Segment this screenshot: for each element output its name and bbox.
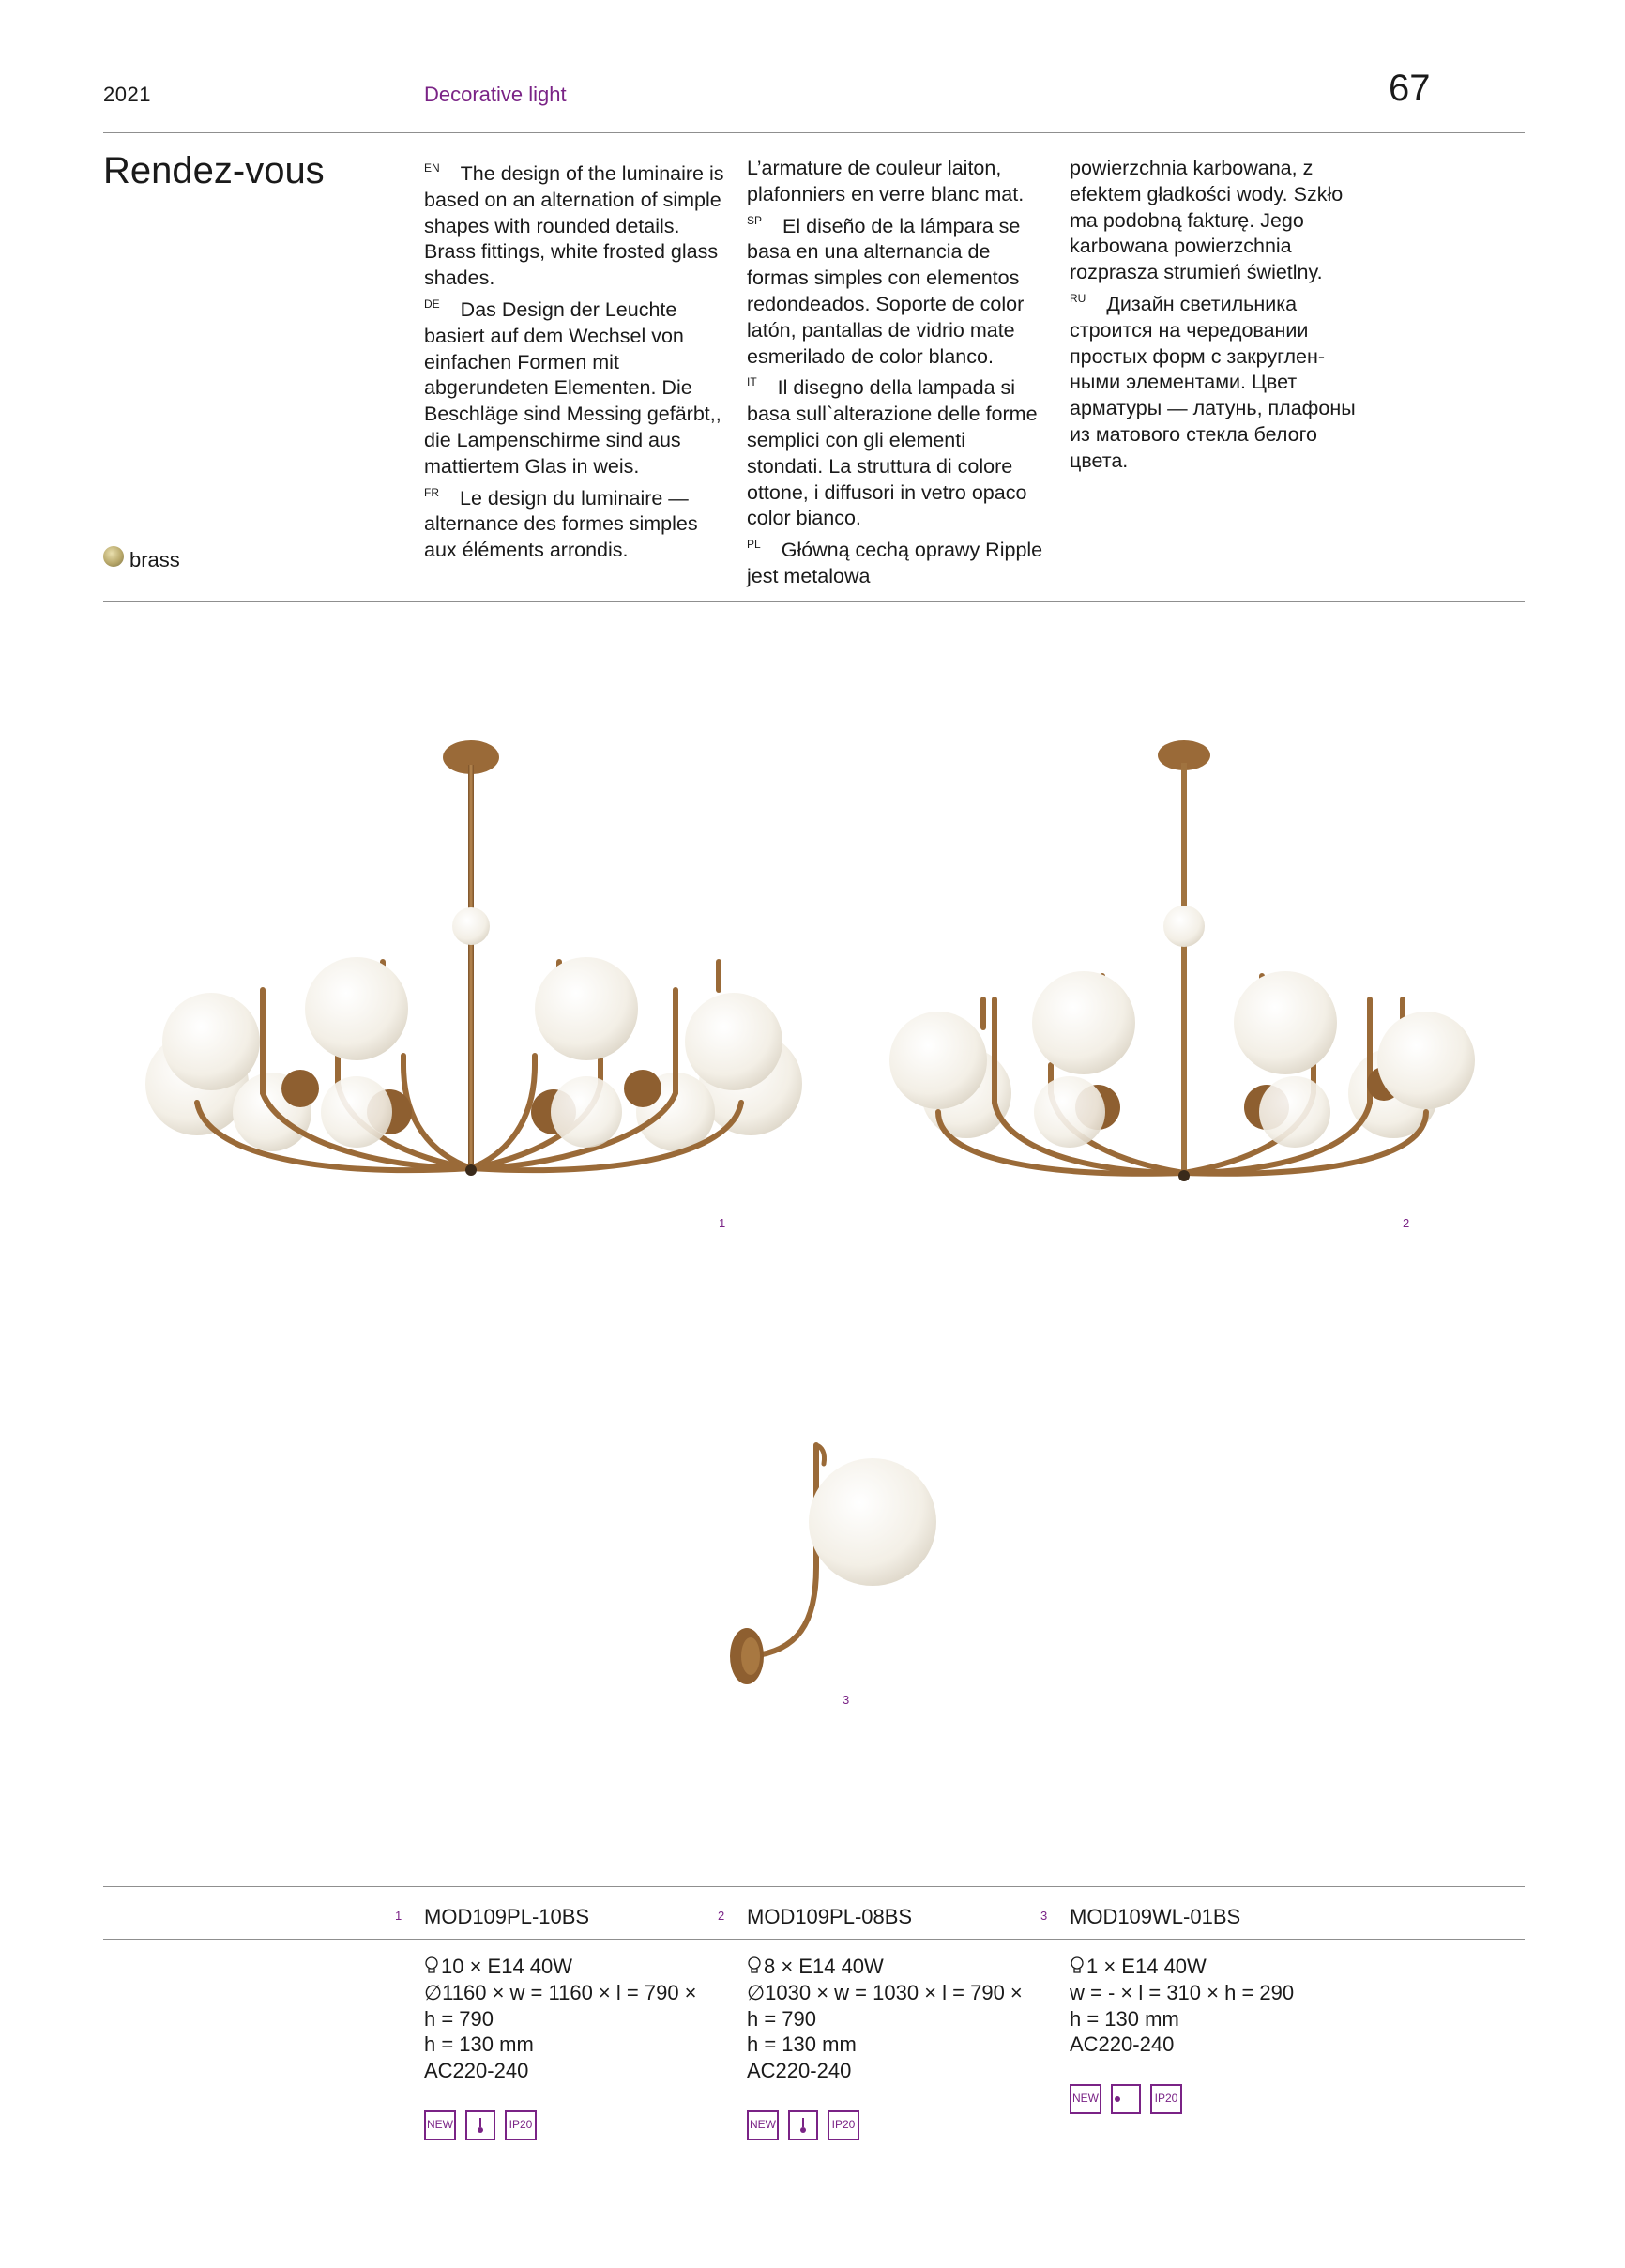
table-header-divider [103, 1939, 1525, 1940]
chandelier-10-light-image [131, 727, 816, 1187]
bulb-spec-2: 8 × E14 40W [747, 1954, 1056, 1980]
badges-1 [424, 2110, 734, 2140]
new-badge-icon: NEW [747, 2110, 779, 2140]
height-2: h = 790 [747, 2006, 817, 2031]
description-ru: $^{RU}$ Дизайн светильника строится на чередовании простых форм с закруглен-ными элементами. Цвет арматуры — латунь, плафоны из матового стекла белого цвета. [1070, 291, 1356, 472]
product-specs-1 [424, 1954, 734, 2140]
bulb-icon [1070, 1956, 1085, 1975]
product-number-2: 2 [718, 1909, 725, 1923]
description-column-2 [747, 156, 1047, 590]
bulb-spec-3: 1 × E14 40W [1070, 1954, 1379, 1980]
height-canopy-1: h = 130 mm [424, 2032, 534, 2057]
lang-label-it: IT [747, 375, 757, 389]
pendant-mount-icon [465, 2110, 495, 2140]
product-specs-3 [1070, 1954, 1379, 2114]
description-it: $^{IT}$ Il disegno della lampada si basa sull`alterazione delle forme semplici con gli elementi stondati. La struttura di colore ottone, i diffusori in vetro opaco color bianco. [747, 375, 1038, 530]
product-specs-2 [747, 1954, 1056, 2140]
figure-number-3: 3 [843, 1693, 850, 1707]
description-column-3 [1070, 156, 1370, 475]
wall-mount-icon [1111, 2084, 1141, 2114]
product-code-1: MOD109PL-10BS [424, 1905, 590, 1928]
bulb-icon [424, 1956, 439, 1975]
lang-label-fr: FR [424, 485, 439, 499]
description-fr: $^{FR}$ Le design du luminaire — alternance des formes simples aux éléments arrondis. [424, 485, 698, 562]
lang-label-ru: RU [1070, 291, 1086, 305]
ip20-badge-icon: IP20 [505, 2110, 537, 2140]
ip20-badge-icon: IP20 [828, 2110, 859, 2140]
dimensions-3: w = - × l = 310 × h = 290 [1070, 1980, 1295, 2004]
finish-label: brass [129, 548, 180, 571]
wall-lamp-image [713, 1436, 957, 1708]
table-top-divider [103, 1886, 1525, 1887]
lang-label-sp: SP [747, 213, 763, 227]
dimensions-2: ∅1030 × w = 1030 × l = 790 × [747, 1980, 1023, 2004]
description-divider [103, 601, 1525, 602]
product-name: Rendez-vous [103, 150, 325, 191]
description-en: $^{EN}$ The design of the luminaire is based on an alternation of simple shapes with rounded details. Brass fittings, white frosted glass shades. [424, 161, 724, 290]
product-number-1: 1 [395, 1909, 402, 1923]
description-sp: $^{SP}$ El diseño de la lámpara se basa en una alternancia de formas simples con elementos redondeados. Soporte de color latón, pantallas de vidrio mate esmerilado de color blanco. [747, 213, 1025, 368]
ip20-badge-icon: IP20 [1150, 2084, 1182, 2114]
height-3: h = 130 mm [1070, 2006, 1179, 2031]
section-title: Decorative light [424, 83, 567, 106]
badges-3 [1070, 2084, 1379, 2114]
figure-number-2: 2 [1403, 1216, 1410, 1230]
lang-label-en: EN [424, 161, 440, 175]
bulb-icon [747, 1956, 762, 1975]
header-divider [103, 132, 1525, 133]
product-code-3: MOD109WL-01BS [1070, 1905, 1241, 1928]
lang-label-de: DE [424, 297, 440, 311]
page-number: 67 [1389, 68, 1431, 109]
chandelier-8-light-image [882, 727, 1482, 1187]
brass-swatch-icon [103, 546, 124, 567]
height-canopy-2: h = 130 mm [747, 2032, 857, 2057]
lang-label-pl: PL [747, 538, 761, 552]
voltage-2: AC220-240 [747, 2059, 852, 2083]
height-1: h = 790 [424, 2006, 494, 2031]
pendant-mount-icon [788, 2110, 818, 2140]
dimensions-1: ∅1160 × w = 1160 × l = 790 × [424, 1980, 697, 2004]
description-de: $^{DE}$ Das Design der Leuchte basiert auf dem Wechsel von einfachen Formen mit abgerundeten Elementen. Die Beschläge sind Messing gefärbt,, die Lampenschirme sind aus mattiertem Glas in weis. [424, 297, 721, 478]
product-number-3: 3 [1040, 1909, 1048, 1923]
voltage-1: AC220-240 [424, 2059, 529, 2083]
new-badge-icon: NEW [1070, 2084, 1101, 2114]
badges-2 [747, 2110, 1056, 2140]
product-code-2: MOD109PL-08BS [747, 1905, 913, 1928]
figure-number-1: 1 [719, 1216, 726, 1230]
description-pl: $^{PL}$ Główną cechą oprawy Ripple jest metalowa [747, 538, 1043, 587]
description-column-1 [424, 156, 724, 564]
description-fr-cont: L’armature de couleur laiton, plafonniers en verre blanc mat. [747, 157, 1025, 205]
voltage-3: AC220-240 [1070, 2032, 1175, 2057]
catalog-year: 2021 [103, 83, 151, 106]
new-badge-icon: NEW [424, 2110, 456, 2140]
description-pl-cont: powierzchnia karbowana, z efektem gładkości wody. Szkło ma podobną fakturę. Jego karbowana powierzchnia rozprasza strumień świetlny. [1070, 157, 1344, 284]
bulb-spec-1: 10 × E14 40W [424, 1954, 734, 1980]
